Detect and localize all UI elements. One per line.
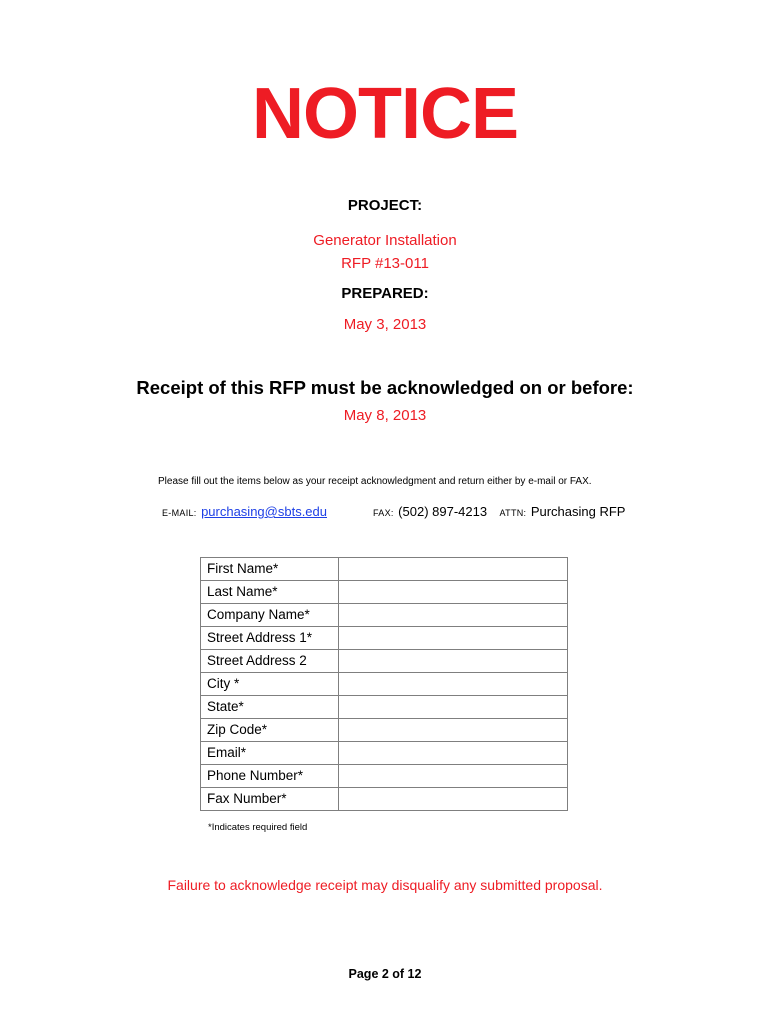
- form-field-input[interactable]: [339, 650, 568, 673]
- form-row: [201, 650, 568, 673]
- form-row: [201, 558, 568, 581]
- form-row: [201, 742, 568, 765]
- form-field-input[interactable]: [339, 788, 568, 811]
- email-contact: [162, 502, 327, 522]
- page-number: Page 2 of 12: [348, 967, 422, 981]
- form-field-input[interactable]: [339, 742, 568, 765]
- form-row: [201, 627, 568, 650]
- instructions-text: Please fill out the items below as your receipt acknowledgment and return either by e-mail or FAX.: [158, 476, 592, 487]
- acknowledgment-form-table: [200, 557, 568, 811]
- form-row: [201, 673, 568, 696]
- form-field-label: Last Name*: [201, 581, 339, 604]
- email-link[interactable]: purchasing@sbts.edu: [201, 504, 327, 519]
- form-field-label: City *: [201, 673, 339, 696]
- form-field-label: Street Address 1*: [201, 627, 339, 650]
- form-field-input[interactable]: [339, 673, 568, 696]
- form-row: [201, 604, 568, 627]
- fax-label: FAX:: [373, 508, 394, 518]
- notice-title: NOTICE: [251, 74, 518, 154]
- receipt-deadline-date: May 8, 2013: [343, 407, 427, 424]
- form-field-label: Phone Number*: [201, 765, 339, 788]
- form-field-input[interactable]: [339, 719, 568, 742]
- form-field-label: Company Name*: [201, 604, 339, 627]
- prepared-date: May 3, 2013: [343, 316, 427, 333]
- fax-number: (502) 897-4213: [398, 504, 488, 519]
- form-row: [201, 765, 568, 788]
- fax-attn-contact: [373, 502, 625, 522]
- project-rfp-number: RFP #13-011: [341, 255, 429, 272]
- form-field-label: Street Address 2: [201, 650, 339, 673]
- prepared-label: PREPARED:: [341, 285, 429, 302]
- failure-notice: Failure to acknowledge receipt may disqualify any submitted proposal.: [167, 877, 603, 893]
- form-row: [201, 581, 568, 604]
- attn-value: Purchasing RFP: [530, 504, 626, 519]
- project-label: PROJECT:: [347, 197, 423, 214]
- form-row: [201, 719, 568, 742]
- attn-label: ATTN:: [499, 508, 527, 518]
- form-field-label: State*: [201, 696, 339, 719]
- form-field-input[interactable]: [339, 627, 568, 650]
- form-field-input[interactable]: [339, 604, 568, 627]
- form-body: [201, 558, 568, 811]
- form-field-label: Email*: [201, 742, 339, 765]
- form-field-input[interactable]: [339, 696, 568, 719]
- form-field-label: Fax Number*: [201, 788, 339, 811]
- form-row: [201, 696, 568, 719]
- form-field-label: Zip Code*: [201, 719, 339, 742]
- project-title: Generator Installation: [313, 232, 457, 249]
- form-field-input[interactable]: [339, 581, 568, 604]
- required-field-note: *Indicates required field: [208, 822, 308, 833]
- form-field-input[interactable]: [339, 558, 568, 581]
- receipt-headline: Receipt of this RFP must be acknowledged on or before:: [136, 377, 634, 398]
- form-field-label: First Name*: [201, 558, 339, 581]
- form-row: [201, 788, 568, 811]
- form-field-input[interactable]: [339, 765, 568, 788]
- email-label: E-MAIL:: [162, 508, 197, 518]
